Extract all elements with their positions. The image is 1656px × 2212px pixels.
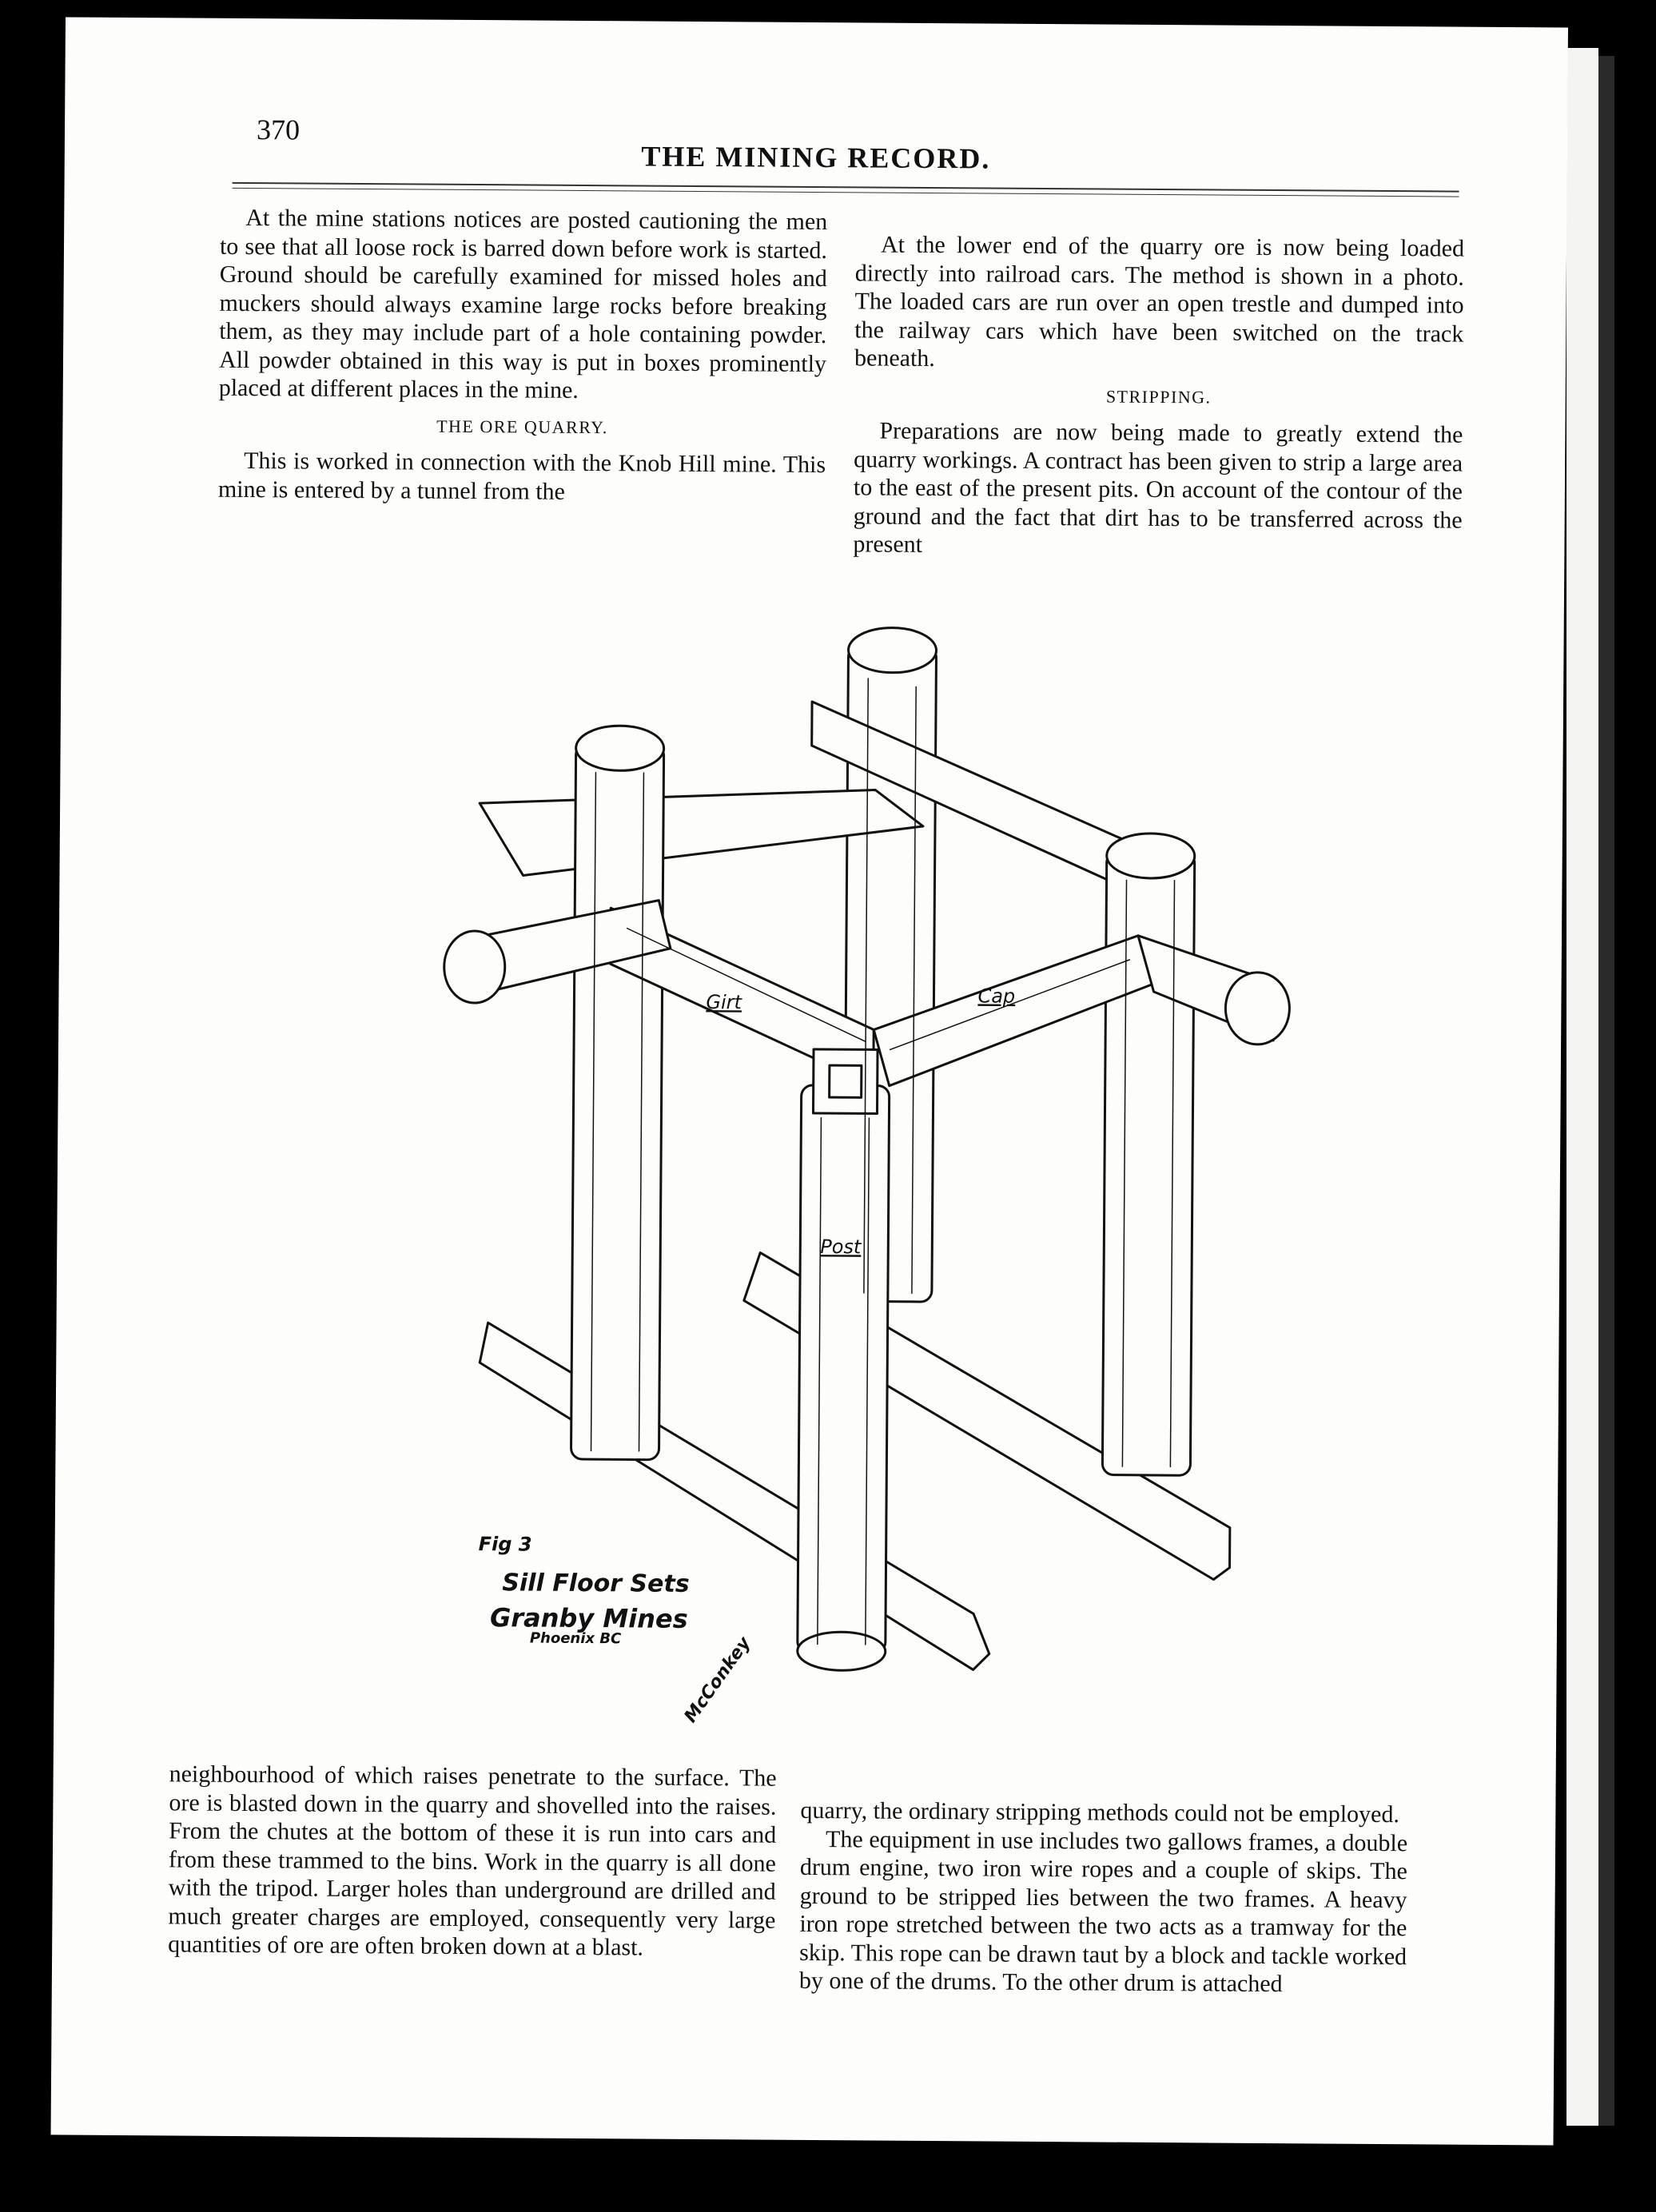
paragraph: The equipment in use includes two gallows frames, a double drum engine, two iron wire ropes and a couple of skips. The ground to be stripped lies between the two frames. A heavy iron rope stretched between the two acts as a tramway for the skip. This rope can be drawn taut by a block and tackle worked by one of the drums. To the other drum is attached — [798, 1825, 1408, 1998]
paragraph: At the mine stations notices are posted cautioning the men to see that all loose rock is barred down before work is started. Ground should be carefully examined for missed holes and muckers should always examine large rocks before breaking them, as they may include part of a hole containing powder. All powder obtained in this way is put in boxes prominently placed at different places in the mine. — [218, 205, 828, 404]
page-edge — [1566, 48, 1598, 2126]
paragraph: At the lower end of the quarry ore is now being loaded directly into railroad cars. The method is shown in a photo. The loaded cars are run over an open trestle and dumped into the railway cars which have been switched on the track beneath. — [854, 231, 1465, 372]
running-title: THE MINING RECORD. — [641, 140, 991, 175]
paragraph: quarry, the ordinary stripping methods could not be employed. — [800, 1796, 1400, 1828]
log-right-end-face — [1225, 973, 1290, 1045]
paragraph: This is worked in connection with the Knob Hill mine. This mine is entered by a tunnel from the — [217, 448, 826, 505]
paragraph: Preparations are now being made to greatly extend the quarry workings. A contract has been given to strip a large area to the east of the present pits. On account of the contour of the ground and the fact that dirt has to be transferred across the present — [853, 417, 1463, 558]
document-page — [51, 17, 1568, 2145]
figure-caption-number: Fig 3 — [478, 1533, 532, 1556]
post-front — [798, 1085, 890, 1653]
post-left-top — [575, 726, 663, 771]
post-front-bottom — [798, 1632, 886, 1671]
section-heading: THE ORE QUARRY. — [436, 416, 608, 437]
log-left-end-face — [444, 931, 505, 1004]
figure-caption-place: Phoenix BC — [529, 1629, 622, 1648]
label-girt: Girt — [706, 991, 742, 1014]
figure-caption-mine: Granby Mines — [489, 1602, 688, 1634]
label-cap: Cap — [977, 985, 1016, 1008]
column-bottom-right — [799, 1796, 1408, 1999]
post-right-top — [1107, 833, 1195, 879]
label-post: Post — [820, 1235, 862, 1259]
column-top-left — [218, 204, 828, 507]
artist-signature: McConkey — [680, 1633, 755, 1727]
post-left — [571, 744, 663, 1460]
column-bottom-left — [168, 1760, 777, 1963]
figure-caption-title: Sill Floor Sets — [502, 1569, 690, 1598]
binding-shadow — [1598, 56, 1614, 2126]
page-number: 370 — [256, 113, 301, 146]
timber-set-figure — [357, 603, 1308, 1768]
paragraph: neighbourhood of which raises penetrate to the surface. The ore is blasted down in the quarry and shovelled into the raises. From the chutes at the bottom of these it is run into cars and from these trammed to the bins. Work in the quarry is all done with the tripod. Larger holes than underground are drilled and much greater charges are employed, consequently very large quantities of ore are often broken down at a blast. — [168, 1760, 777, 1961]
section-heading: STRIPPING. — [1105, 386, 1212, 407]
corner-joint-inner — [830, 1065, 862, 1097]
column-top-right — [853, 230, 1464, 563]
post-back-top — [848, 627, 936, 673]
header-rule — [233, 182, 1459, 193]
